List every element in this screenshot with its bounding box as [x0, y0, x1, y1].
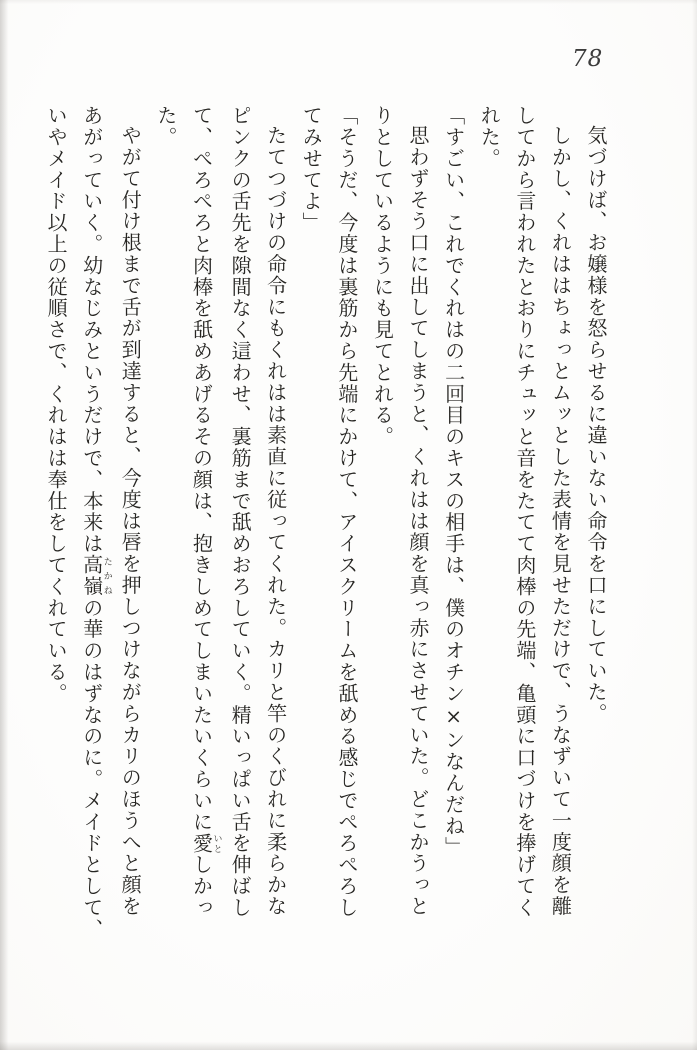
text-line: てみせてよ」 — [299, 105, 324, 234]
scan-edge-shadow-left — [0, 0, 10, 1050]
text-line: た。 — [153, 105, 178, 148]
text-line: しかし、くれははちょっとムッとした表情を見せただけで、うなずいて一度顔を離 — [548, 125, 573, 917]
text-line: 「そうだ、今度は裏筋から先端にかけて、アイスクリームを舐める感じでぺろぺろし — [334, 105, 359, 919]
text-line: してから言われたとおりにチュッと音をたてて肉棒の先端、亀頭に口づけを捧げてく — [512, 105, 537, 919]
scan-edge-shadow-top — [0, 0, 697, 5]
text-line: れた。 — [477, 105, 502, 170]
vertical-text-block — [38, 105, 614, 940]
text-line: ピンクの舌先を隙間なく這わせ、裏筋まで舐めおろしていく。精いっぱい舌を伸ばし — [228, 105, 253, 919]
text-line: いやメイド以上の従順さで、くれはは奉仕をしてくれている。 — [44, 105, 69, 705]
text-line: て、ぺろぺろと肉棒を舐めあげるその顔は、抱きしめてしまいたいくらいに愛いとしかっ — [189, 105, 222, 919]
text-line: やがて付け根まで舌が到達すると、今度は唇を押しつけながらカリのほうへと顔を — [118, 125, 143, 917]
text-line: あがっていく。幼なじみというだけで、本来は高嶺たかねの華のはずなのに。メイドとして、 — [79, 105, 112, 940]
page-number: 78 — [572, 46, 604, 72]
text-line: りとしているようにも見てとれる。 — [370, 105, 395, 448]
text-line: 思わずそう口に出してしまうと、くれはは顔を真っ赤にさせていた。どこかうっと — [406, 125, 431, 917]
text-line: 気づけば、お嬢様を怒らせるに違いない命令を口にしていた。 — [584, 125, 608, 725]
scan-edge-shadow-right — [691, 0, 697, 1050]
text-line: 「すごい、これでくれはの二回目のキスの相手は、僕のオチン×ンなんだね」 — [441, 105, 466, 858]
text-line: たてつづけの命令にもくれはは素直に従ってくれた。カリと竿のくびれに柔らかな — [263, 125, 288, 917]
scan-edge-shadow-bottom — [0, 1040, 697, 1050]
furigana-ruby: 愛いと — [189, 832, 222, 855]
furigana-ruby: 高嶺たかね — [79, 554, 112, 598]
